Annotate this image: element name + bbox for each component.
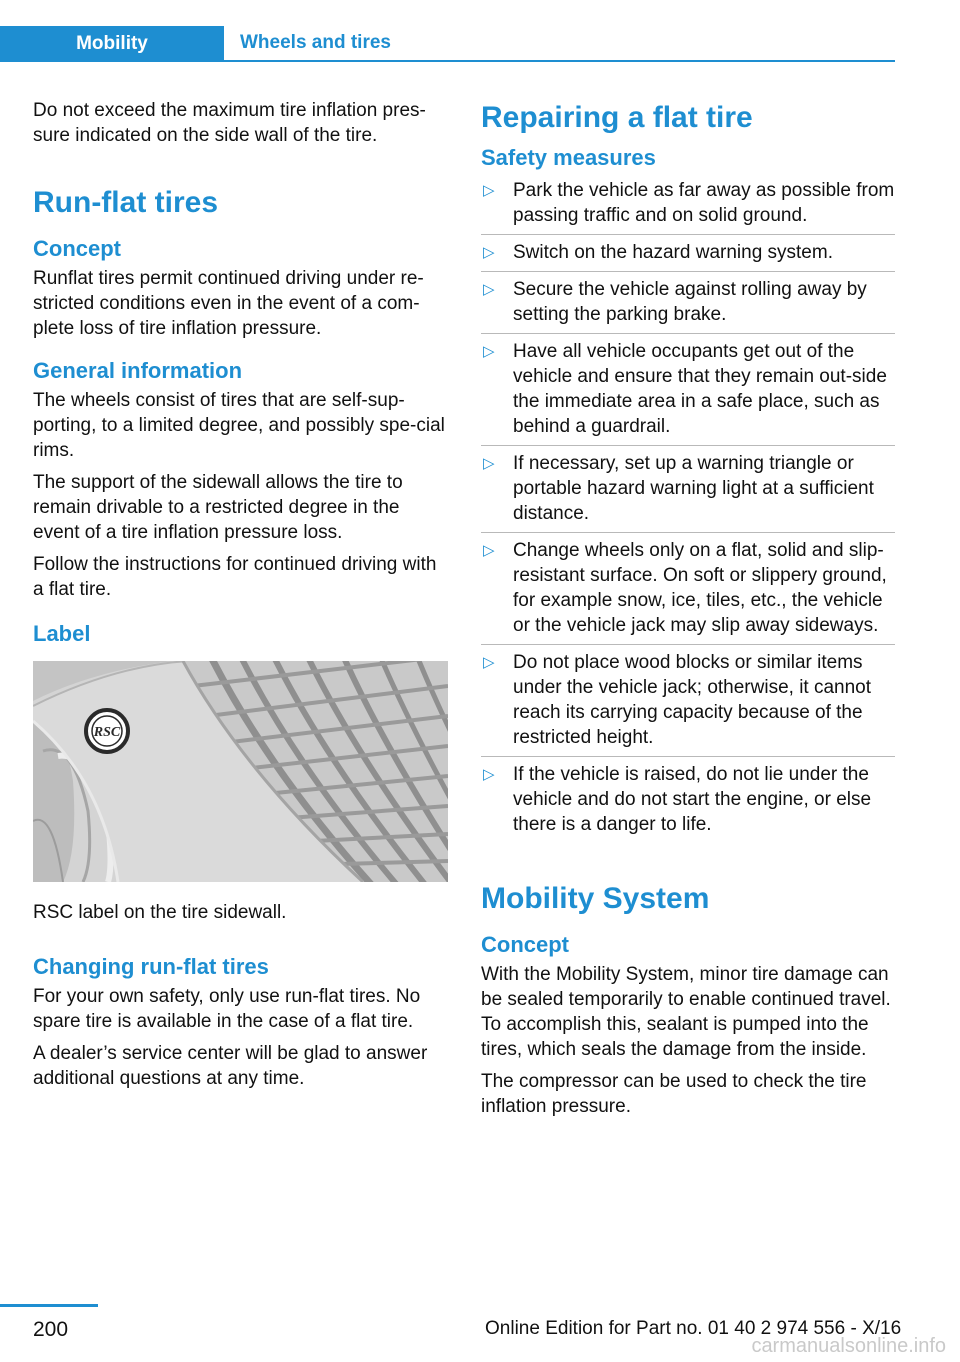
figure-caption: RSC label on the tire sidewall. [33, 902, 287, 923]
list-item [481, 446, 895, 533]
header-rule [0, 60, 895, 62]
list-item-text: If the vehicle is raised, do not lie under the vehicle and do not start the engine, or else there is a danger to life. [513, 764, 872, 835]
list-item [481, 334, 895, 446]
rsc-logo: RSC [93, 725, 121, 740]
mobility-paragraph-1: With the Mobility System, minor tire damage can be sealed temporarily to enable continued travel. To accomplish this, sealant is pumped into the tires, which seals the damage from the inside. [481, 964, 891, 1060]
list-item [481, 757, 895, 843]
rsc-tire-figure [33, 661, 448, 882]
edition-note: Online Edition for Part no. 01 40 2 974 556 - X/16 [485, 1318, 902, 1339]
heading-mobility-system: Mobility System [481, 882, 710, 915]
page-number: 200 [33, 1318, 69, 1341]
heading-general-information: General information [33, 358, 243, 383]
section-tab-mobility[interactable]: Mobility [0, 26, 224, 62]
general-paragraph-2: The support of the sidewall allows the tire to remain drivable to a restricted degree in the event of a tire inflation pressure loss. [33, 472, 403, 543]
changing-paragraph-1: For your own safety, only use run-flat tires. No spare tire is available in the case of a flat tire. [33, 986, 421, 1032]
concept-paragraph: Runflat tires permit continued driving under re‐stricted conditions even in the event of a com‐plete loss of tire inflation pressure. [33, 268, 424, 339]
footer-rule [0, 1304, 98, 1307]
mobility-paragraph-2: The compressor can be used to check the tire inflation pressure. [481, 1071, 867, 1117]
list-item-text: Change wheels only on a flat, solid and slip-resistant surface. On soft or slippery ground, for example snow, ice, tiles, etc., the vehicle or the vehicle jack may slip away sideways. [513, 540, 887, 636]
triangle-right-icon: ▷ [483, 654, 495, 671]
page-header [0, 26, 895, 62]
changing-paragraph-2: A dealer’s service center will be glad to answer additional questions at any time. [33, 1043, 428, 1089]
triangle-right-icon: ▷ [483, 766, 495, 783]
triangle-right-icon: ▷ [483, 281, 495, 298]
safety-measures-list [481, 173, 895, 843]
triangle-right-icon: ▷ [483, 343, 495, 360]
left-column [33, 98, 448, 1098]
right-column [481, 98, 895, 1126]
heading-safety-measures: Safety measures [481, 145, 656, 170]
triangle-right-icon: ▷ [483, 455, 495, 472]
list-item [481, 645, 895, 757]
section-tab-wheels-and-tires[interactable]: Wheels and tires [240, 32, 391, 53]
list-item [481, 533, 895, 645]
list-item-text: Have all vehicle occupants get out of the vehicle and ensure that they remain out‐side the immediate area in a safe place, such as behind a guardrail. [513, 341, 887, 437]
list-item [481, 173, 895, 235]
list-item-text: Do not place wood blocks or similar items under the vehicle jack; otherwise, it cannot reach its carrying capacity because of the restricted height. [513, 652, 872, 748]
list-item [481, 235, 895, 272]
heading-changing-run-flat-tires: Changing run-flat tires [33, 954, 269, 979]
heading-label: Label [33, 621, 91, 646]
heading-mobility-concept: Concept [481, 932, 569, 957]
list-item-text: If necessary, set up a warning triangle or portable hazard warning light at a sufficient distance. [513, 453, 874, 524]
triangle-right-icon: ▷ [483, 542, 495, 559]
heading-repairing-a-flat-tire: Repairing a flat tire [481, 101, 753, 134]
triangle-right-icon: ▷ [483, 244, 495, 261]
heading-concept: Concept [33, 236, 121, 261]
triangle-right-icon: ▷ [483, 182, 495, 199]
list-item-text: Secure the vehicle against rolling away by setting the parking brake. [513, 279, 867, 325]
list-item [481, 272, 895, 334]
general-paragraph-3: Follow the instructions for continued driving with a flat tire. [33, 554, 437, 600]
heading-run-flat-tires: Run-flat tires [33, 186, 219, 219]
watermark: carmanualsonline.info [751, 1335, 946, 1357]
general-paragraph-1: The wheels consist of tires that are self-sup‐porting, to a limited degree, and possibly spe‐cial rims. [33, 390, 445, 461]
list-item-text: Switch on the hazard warning system. [513, 242, 833, 263]
intro-paragraph: Do not exceed the maximum tire inflation pres‐sure indicated on the side wall of the tire. [33, 100, 426, 146]
list-item-text: Park the vehicle as far away as possible from passing traffic and on solid ground. [513, 180, 895, 226]
